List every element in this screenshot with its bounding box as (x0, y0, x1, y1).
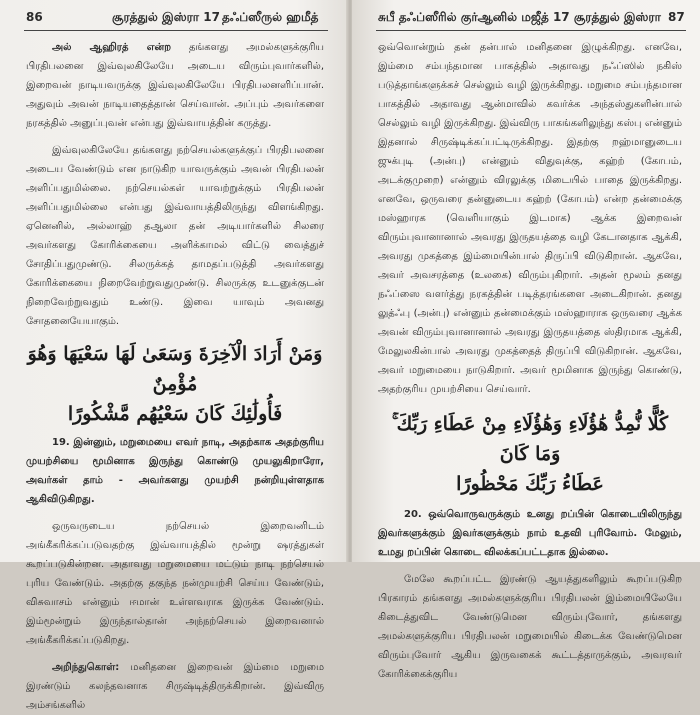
verse-text: ஒவ்வொருவருக்கும் உனது றப்பின் கொடையிலிருந்து இவர்களுக்கும் இவர்களுக்கும் நாம் உதவி புரிவோம். மேலும், உமது றப்பின் கொடை விலக்கப்பட்டதாக இல்லை. (378, 509, 682, 558)
right-paragraph-2: மேலே கூறப்பட்ட இரண்டு ஆயத்துகளிலும் கூறப்படுகிற பிரகாரம் தங்களது அமல்களுக்குரிய பிரதிபலன் இம்மையிலேயே கிடைத்துவிட வேண்டுமென விரும்புவோர், தங்களது அமல்களுக்குரிய பிரதிபலன் மறுமையில் கிடைக்க வேண்டுமென விரும்புவோர் ஆகிய இருவகைக் கூட்டத்தாருக்கும், அவரவர் கோரிக்கைக்குரிய (378, 574, 682, 680)
arabic-verse-20-line-1: كُلًّا نُّمِدُّ هَٰؤُلَاءِ وَهَٰؤُلَاءِ مِنْ عَطَاءِ رَبِّكَ ۚ وَمَا كَانَ (391, 413, 669, 465)
left-paragraph-1 (26, 38, 324, 133)
left-paragraph-3: ஒருவருடைய நற்செயல் இறைவனிடம் அங்கீகரிக்கப்படுவதற்கு இவ்வாயத்தில் மூன்று ஷரத்துகள் கூறப்படுகின்றன. அதாவது மறுமையை மட்டும் நாடி நற்செயல் புரிய வேண்டும். அதற்கு தகுந்த நன்முயற்சி செய்ய வேண்டும், விசுவாசம் என்னும் ஈமான் உள்ளவராக இருக்க வேண்டும். இம்மூன்றும் இருந்தால்தான் அந்நற்செயல் இறைவனால் அங்கீகரிக்கப்படுகிறது. (26, 521, 324, 646)
verse-19-translation (26, 433, 324, 509)
right-page (352, 0, 700, 680)
left-header-rule (24, 30, 328, 31)
arabic-verse-19-line-2: فَأُولَٰئِكَ كَانَ سَعْيُهُم مَّشْكُورًا (67, 403, 283, 425)
arabic-verse-20-line-2: عَطَاءُ رَبِّكَ مَحْظُورًا (456, 473, 604, 495)
paragraph-text: மனிதனை இறைவன் இம்மை மறுமை இரண்டும் கலந்தவனாக சிருஷ்டித்திருக்கிறான். இவ்விரு அம்சங்களில் (26, 662, 324, 711)
verse-text: இன்னும், மறுமையை எவர் நாடி, அதற்காக அதற்குரிய முயற்சியை மூமினாக இருந்து கொண்டு முயலுகிறாரோ, அவர்கள் தாம் - அவர்களது முயற்சி நன்றியுள்ளதாக ஆகிவிடுகிறது. (26, 437, 325, 505)
paragraph-text: தங்களது அமல்களுக்குரிய பிரதிபலனை இவ்வுலகிலேயே அடைய விரும்புவார்களில், இறைவன் நாடியவருக்கு இவ்வுலகிலேயே பிரதிபலனளிப்பான். அதுவும் அவன் நாடியதைத்தான் செய்வான். அப்பும் அவர்களை நரகத்தில் அனுப்புவன் என்பது இவ்வாயத்தின் கருத்து. (26, 42, 324, 129)
left-header-book-title: தஃப்ஸீருல் ஹமீத் (222, 10, 319, 24)
right-page-number: 87 (668, 10, 685, 24)
verse-number: 19. (52, 437, 70, 448)
right-paragraph-1: ஒவ்வொன்றும் தன் தன்பால் மனிதனை இழுக்கிறது. எனவே, இம்மை சம்பந்தமான பாகத்தில் அதாவது நஃப்ஸில் நகிஸ் படுத்தாங்களுக்கச் செல்லும் வழி இருக்கிறது. மறுமை சம்பந்தமான பாகத்தில் அதாவது ஆன்மாவில் கவர்க்க அந்தஸ்துகளின்பால் செல்லும் வழி இருக்கிறது. இவ்விரு பாகங்களிலுந்து கஸ்பு என்னும் இதனால் சிருஷ்டிக்கப்பட்டிருக்கிறது. இதற்கு றஹ்மானுடைய ஜுக்புடி (அன்பு) என்னும் விதுவுக்கு, கஹ்ற் (கோபம், அடக்குமுறை) என்னும் விரலுக்கு மிடையில் பாதை இருக்கிறது. எனவே, ஒருவரை தன்னுடைய கஹ்ற் (கோபம்) என்ற தன்மைக்கு மஸ்ஹாரக (வெளியாகும் இடமாக) ஆக்க இறைவன் விரும்புவானானால் அவரது இருதயத்தை வழி கேடானதாக ஆக்கி, அவரது முகத்தை இம்மையின்பால் திருப்பி விடுகிறான். ஆகவே, அவர் அவசரத்தை (உலகை) விரும்புகிறார். அதன் மூலம் தனது நஃப்ஸை வளர்த்து நரகத்தின் படித்தரங்களை அடைகிறான். தனது லுத்ஃபு (அன்பு) என்னும் தன்மைக்கும் மஸ்ஹாராக ஒருவரை ஆக்க அவன் விரும்புவானானால் அவரது இருதயத்தை ஸ்திரமாக ஆக்கி, மேலுலகின்பால் அவரது முகத்தைத் திருப்பி விடுகிறான். ஆகவே, அவர் மறுமையை நாடுகிறார். அவர் மூமினாக இருந்து கொண்டு, அதற்குரிய முயற்சியை செய்வார். (378, 42, 682, 395)
left-header-surah: சூரத்துல் இஸ்ரா 17 (112, 10, 220, 24)
verse-number: 20. (404, 509, 422, 520)
verse-20-translation (378, 505, 682, 562)
right-header-book-title: சுபீ தஃப்ஸீரில் குர்ஆனில் மஜீத் 17 சூரத்துல் இஸ்ரா (378, 10, 661, 24)
left-paragraph-4 (26, 658, 324, 715)
paragraph-lead: அறிந்துகொள்: (52, 662, 120, 673)
right-page-header (352, 10, 700, 30)
paragraph-lead: அல் ஆஹிரத் என்ற (52, 42, 172, 53)
left-page-body (26, 38, 324, 715)
arabic-verse-19-line-1: وَمَنْ أَرَادَ الْآخِرَةَ وَسَعَىٰ لَهَا سَعْيَهَا وَهُوَ مُؤْمِنٌ (27, 343, 323, 395)
left-paragraph-2: இவ்வுலகிலேயே தங்களது நற்செயல்களுக்குப் பிரதிபலனை அடைய வேண்டும் என நாடுகிற யாவருக்கும் அவன் பிரதிபலன் அளிப்பதுமில்லை. நற்செயல்கள் யாவற்றுக்கும் பிரதிபலன் அளிப்பதுமில்லை என்பது இவ்வாயத்திலிருந்து விளங்கிறது. ஏனெனில், அல்லாஹ் தஆலா தன் அடியார்களில் சிலரை அவர்களது கோரிக்கையை அளிக்காமல் விட்டு வைத்துச் சோதிப்பதுமுண்டு. சிலருக்கத் தாமதப்படுத்தி அவர்களது கோரிக்கையை நிறைவேற்றுவதுமுண்டு. சிலருக்கு உடனுக்குடன் நிறைவேற்றுவதும் உண்டு. இவை யாவும் அவனது சோதனையேயாகும். (26, 145, 324, 327)
left-page-number: 86 (26, 10, 43, 24)
left-page-header (0, 10, 348, 30)
left-page (0, 0, 348, 711)
right-page-body (378, 38, 682, 684)
right-header-rule (376, 30, 686, 31)
